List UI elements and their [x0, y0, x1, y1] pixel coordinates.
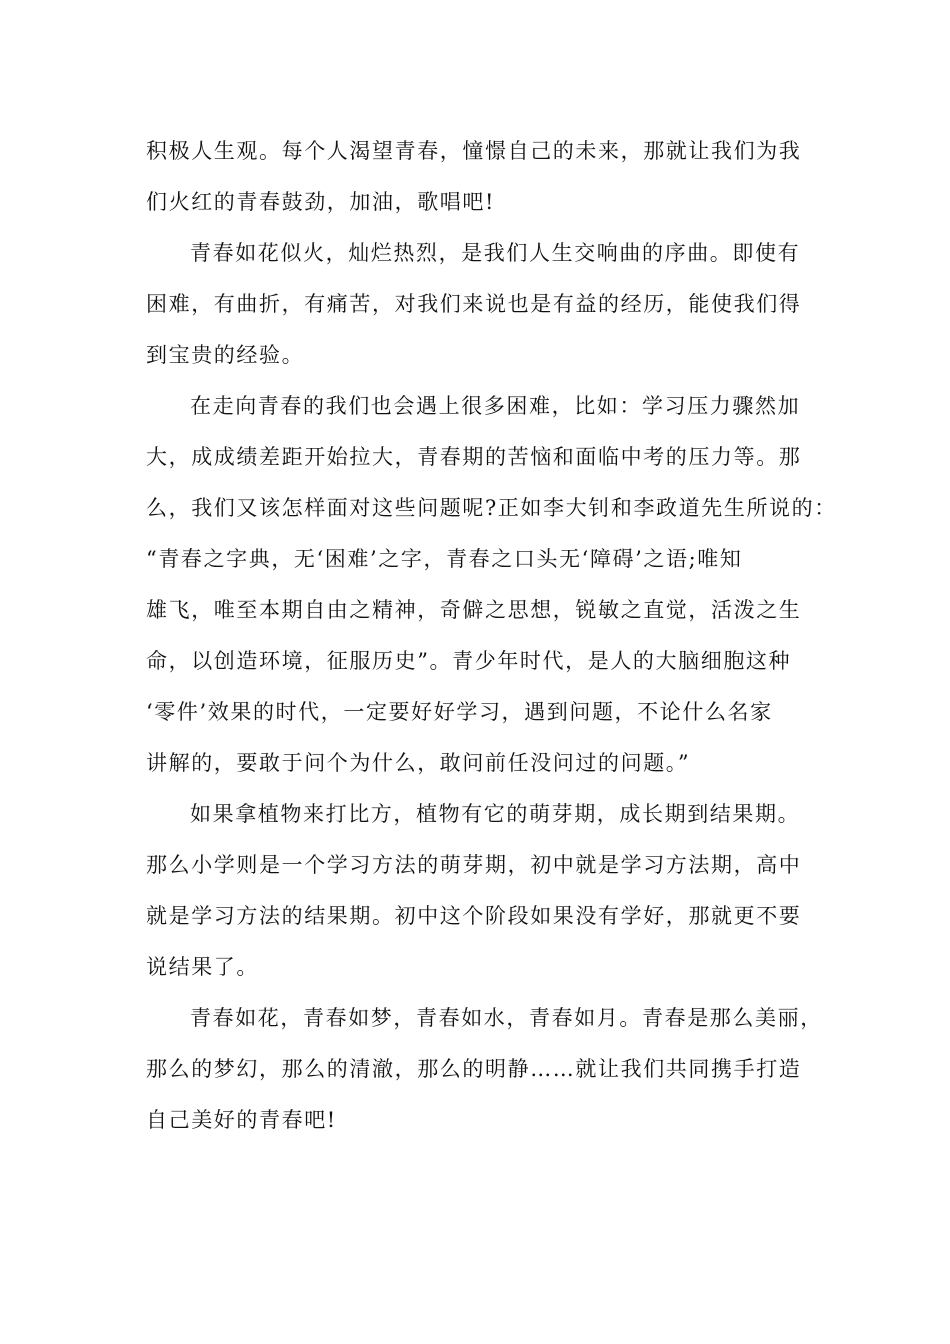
text-line: 们火红的青春鼓劲，加油，歌唱吧! — [146, 190, 496, 214]
paragraph-1 — [146, 126, 826, 228]
paragraph-5 — [146, 993, 826, 1146]
text-line: 说结果了。 — [146, 955, 259, 979]
paragraph-4 — [146, 789, 826, 993]
text-line: 命，以创造环境，征服历史”。青少年时代，是人的大脑细胞这种 — [146, 649, 792, 673]
text-line: 困难，有曲折，有痛苦，对我们来说也是有益的经历，能使我们得 — [146, 292, 802, 316]
text-line: ‘零件’效果的时代，一定要好好学习，遇到问题，不论什么名家 — [146, 700, 773, 724]
text-line: 积极人生观。每个人渴望青春，憧憬自己的未来，那就让我们为我 — [146, 139, 802, 163]
text-line: 大，成成绩差距开始拉大，青春期的苦恼和面临中考的压力等。那 — [146, 445, 802, 469]
text-line: 青春如花，青春如梦，青春如水，青春如月。青春是那么美丽， — [190, 1006, 823, 1030]
text-line: 青春如花似火，灿烂热烈，是我们人生交响曲的序曲。即使有 — [190, 241, 801, 265]
paragraph-2 — [146, 228, 826, 381]
text-line: 到宝贵的经验。 — [146, 343, 305, 367]
text-line: 讲解的，要敢于问个为什么，敢问前任没问过的问题。” — [146, 751, 691, 775]
text-line: 么，我们又该怎样面对这些问题呢?正如李大钊和李政道先生所说的： — [146, 496, 837, 520]
text-line: 如果拿植物来打比方，植物有它的萌芽期，成长期到结果期。 — [190, 802, 801, 826]
document-body — [146, 126, 837, 1146]
text-line: “青春之字典，无‘困难’之字，青春之口头无‘障碍’之语;唯知 — [146, 547, 743, 571]
text-line: 那么的梦幻，那么的清澈，那么的明静……就让我们共同携手打造 — [146, 1057, 802, 1081]
text-line: 雄飞，唯至本期自由之精神，奇僻之思想，锐敏之直觉，活泼之生 — [146, 598, 802, 622]
text-line: 在走向青春的我们也会遇上很多困难，比如：学习压力骤然加 — [190, 394, 801, 418]
text-line: 就是学习方法的结果期。初中这个阶段如果没有学好，那就更不要 — [146, 904, 802, 928]
paragraph-3 — [146, 381, 837, 789]
text-line: 自己美好的青春吧! — [146, 1108, 337, 1132]
text-line: 那么小学则是一个学习方法的萌芽期，初中就是学习方法期，高中 — [146, 853, 802, 877]
